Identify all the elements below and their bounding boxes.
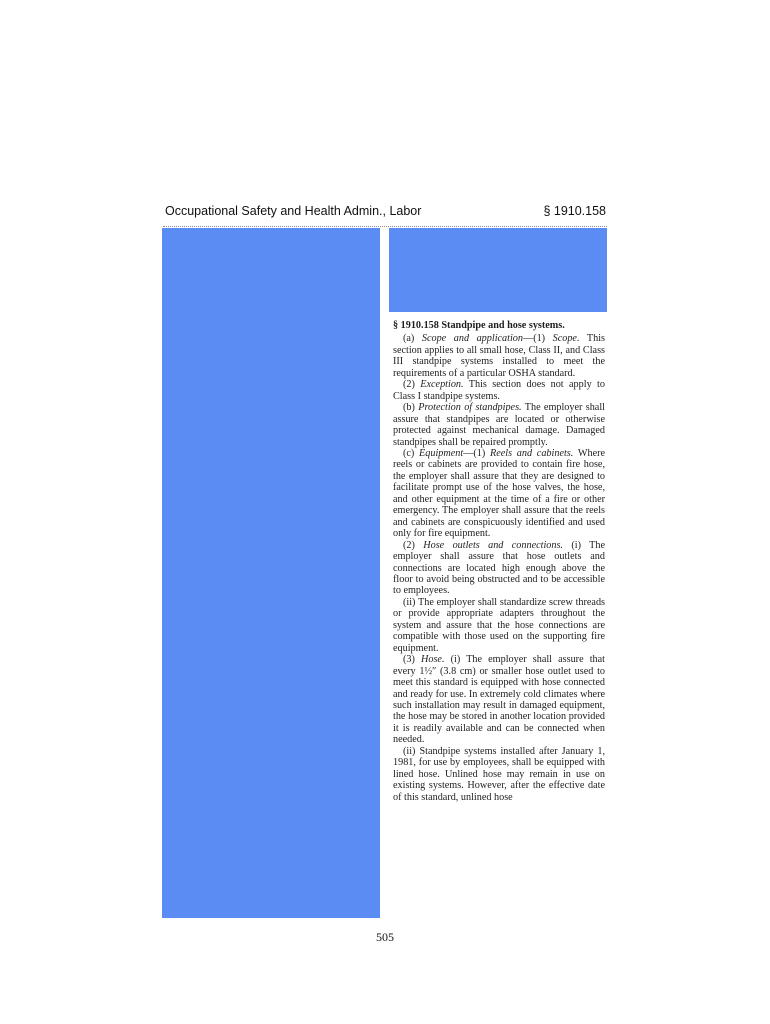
section-paragraph: [393, 654, 605, 746]
paragraph-text-run: (ii) Standpipe systems installed after January 1, 1981, for use by employees, shall be equipped with lined hose. Unlined hose may remain in use on existing systems. However, after the effective date of this standard, unlined hose: [393, 745, 605, 803]
section-paragraph: [393, 540, 605, 597]
paragraph-text-run: (2): [403, 539, 424, 551]
paragraph-text-run: (2): [403, 379, 421, 391]
section-paragraph: [393, 597, 605, 654]
paragraph-italic-run: Scope.: [552, 333, 580, 345]
paragraph-italic-run: Exception.: [420, 379, 464, 391]
paragraph-text-run: —(1): [463, 447, 490, 459]
paragraph-text-run: (i) The employer shall assure that every 1½″ (3.8 cm) or smaller hose outlet used to meet this standard is equipped with hose connected and ready for use. In extremely cold climates where such installation may result in damaged equipment, the hose may be stored in another location provided it is readily available and can be connected when needed.: [393, 654, 605, 746]
paragraph-text-run: (3): [403, 654, 422, 666]
section-paragraph: [393, 333, 605, 379]
right-text-column: [393, 320, 605, 803]
paragraph-italic-run: Hose outlets and connections.: [423, 539, 563, 551]
paragraph-italic-run: Hose.: [421, 654, 445, 666]
running-header-title: Occupational Safety and Health Admin., Labor: [165, 204, 422, 218]
paragraph-text-run: Where reels or cabinets are provided to contain fire hose, the employer shall assure that they are designed to facilitate prompt use of the hose valves, the hose, and other equipment at the time of a fire or other emergency. The employer shall assure that the reels and cabinets are conspicuously identified and used only for fire equipment.: [393, 447, 606, 540]
paragraph-italic-run: Scope and application: [421, 333, 523, 345]
section-paragraph: [393, 746, 605, 803]
header-rule: [163, 226, 607, 227]
redaction-block-right-top: [389, 228, 607, 312]
paragraph-text-run: (c): [403, 447, 420, 459]
paragraph-text-run: This section does not apply to Class I standpipe systems.: [393, 379, 605, 402]
paragraph-text-run: The employer shall assure that standpipes are located or otherwise protected against mechanical damage. Damaged standpipes shall be repaired promptly.: [393, 402, 605, 448]
paragraph-italic-run: Reels and cabinets.: [490, 447, 574, 459]
section-heading: § 1910.158 Standpipe and hose systems.: [393, 320, 565, 331]
page-number: 505: [376, 930, 394, 944]
paragraph-text-run: (ii) The employer shall standardize screw threads or provide appropriate adapters throughout the system and assure that the hose connections are compatible with those used on the supporting fire equipment.: [393, 596, 605, 654]
paragraph-text-run: (b): [403, 402, 419, 414]
paragraph-text-run: This section applies to all small hose, Class II, and Class III standpipe systems installed to meet the requirements of a particular OSHA standard.: [393, 333, 605, 379]
paragraph-text-run: —(1): [523, 333, 553, 345]
paragraph-italic-run: Equipment: [419, 447, 464, 459]
running-header-section: § 1910.158: [543, 204, 606, 218]
paragraph-text-run: (a): [403, 333, 422, 345]
paragraph-italic-run: Protection of standpipes.: [418, 402, 522, 414]
section-paragraph: [393, 448, 605, 540]
section-paragraph: [393, 402, 605, 448]
paragraph-text-run: (i) The employer shall assure that hose outlets and connections are located high enough above the floor to avoid being obstructed and to be accessible to employees.: [393, 539, 605, 597]
redaction-block-left-column: [162, 228, 380, 918]
section-paragraph: [393, 379, 605, 402]
